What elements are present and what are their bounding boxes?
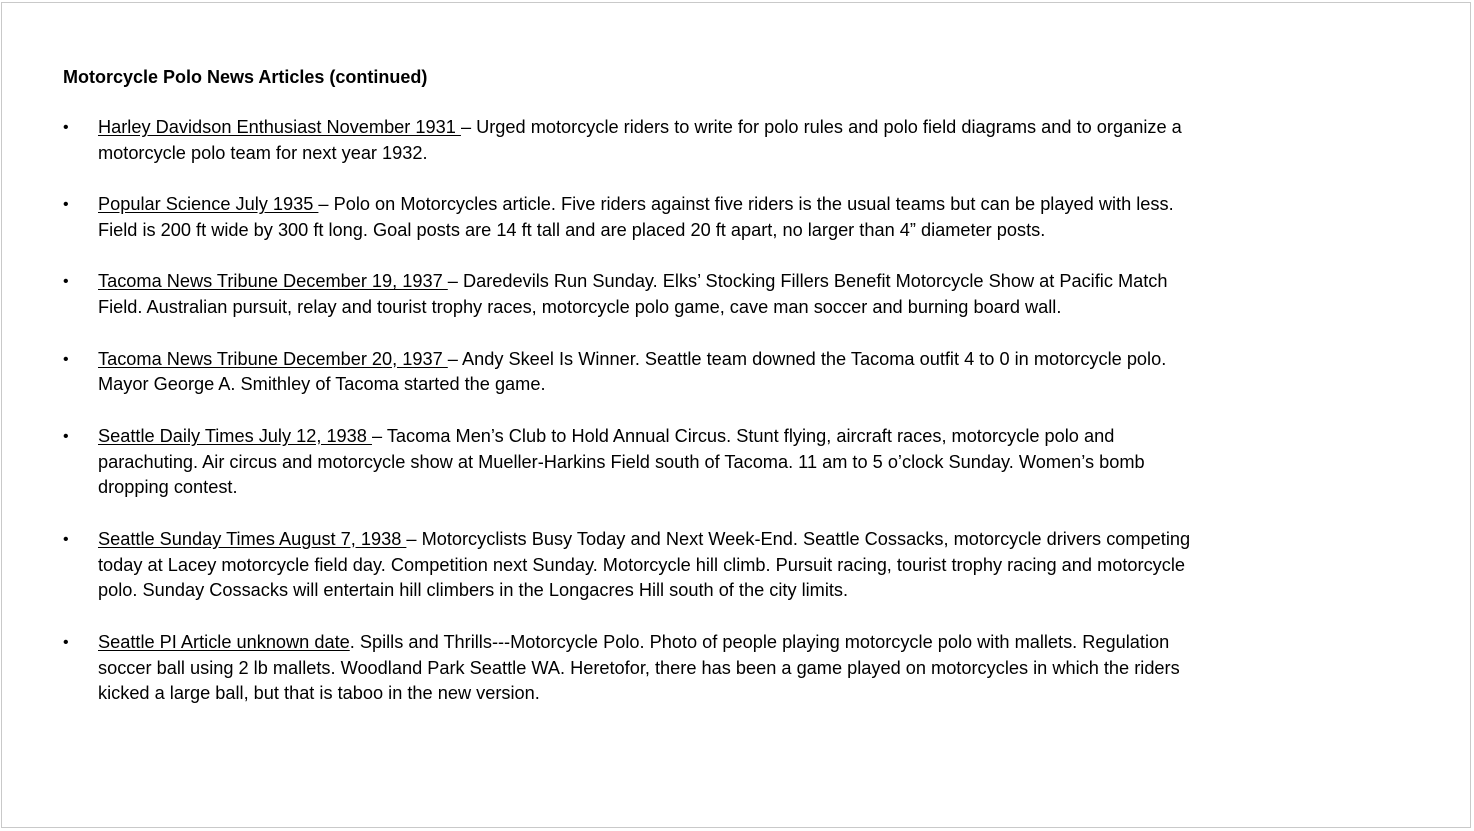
article-separator: – xyxy=(460,117,477,137)
article-summary: Spills and Thrills---Motorcycle Polo. Photo of people playing motorcycle polo with mallets. Regulation soccer ball using 2 lb mallets. Woodland Park Seattle WA. Heretofor, there has been a game played on motorcycles in which the riders kicked a large ball, but that is taboo in the new version. xyxy=(98,631,1180,704)
article-separator: – xyxy=(447,271,463,292)
article-list xyxy=(63,115,1213,733)
bullet-icon: • xyxy=(63,350,69,368)
article-source: Harley Davidson Enthusiast November 1931 xyxy=(98,117,461,137)
page-title: Motorcycle Polo News Articles (continued) xyxy=(63,67,428,87)
article-separator: . xyxy=(349,631,360,652)
article-source: Seattle Daily Times July 12, 1938 xyxy=(98,425,372,446)
article-summary: Tacoma Men’s Club to Hold Annual Circus. Stunt flying, aircraft races, motorcycle polo and parachuting. Air circus and motorcycle show at Mueller-Harkins Field south of Tacoma. 11 am to 5 o’clock Sunday. Women’s bomb dropping contest. xyxy=(98,425,1145,498)
article-summary: Polo on Motorcycles article. Five riders against five riders is the usual teams but can be played with less. Field is 200 ft wide by 300 ft long. Goal posts are 14 ft tall and are placed 20 ft apart, no larger than 4” diameter posts. xyxy=(98,194,1174,240)
article-source: Popular Science July 1935 xyxy=(98,194,319,215)
article-separator: – xyxy=(447,348,462,369)
article-source: Seattle Sunday Times August 7, 1938 xyxy=(98,528,407,549)
bullet-icon: • xyxy=(63,530,69,548)
list-item xyxy=(63,269,1213,321)
bullet-icon: • xyxy=(63,633,69,651)
article-source-link[interactable]: Seattle PI Article unknown date xyxy=(98,631,350,652)
list-item xyxy=(63,630,1213,707)
bullet-icon: • xyxy=(63,196,69,214)
article-source: Tacoma News Tribune December 20, 1937 xyxy=(98,348,448,369)
list-item xyxy=(63,192,1213,244)
article-separator: – xyxy=(318,194,334,215)
article-separator: – xyxy=(406,528,422,549)
article-summary: Daredevils Run Sunday. Elks’ Stocking Fillers Benefit Motorcycle Show at Pacific Match Field. Australian pursuit, relay and tourist trophy races, motorcycle polo game, cave man soccer and burning board wall. xyxy=(98,271,1168,318)
bullet-icon: • xyxy=(63,427,69,445)
document-page xyxy=(1,2,1471,828)
article-summary: Andy Skeel Is Winner. Seattle team downed the Tacoma outfit 4 to 0 in motorcycle polo. Mayor George A. Smithley of Tacoma started the game. xyxy=(98,348,1167,395)
list-item xyxy=(63,115,1213,167)
list-item xyxy=(63,347,1213,399)
article-source: Tacoma News Tribune December 19, 1937 xyxy=(98,271,448,292)
bullet-icon: • xyxy=(63,119,69,136)
article-separator: – xyxy=(371,425,387,446)
article-summary: Urged motorcycle riders to write for polo rules and polo field diagrams and to organize a motorcycle polo team for next year 1932. xyxy=(98,117,1182,163)
article-summary: Motorcyclists Busy Today and Next Week-End. Seattle Cossacks, motorcycle drivers competing today at Lacey motorcycle field day. Competition next Sunday. Motorcycle hill climb. Pursuit racing, tourist trophy racing and motorcycle polo. Sunday Cossacks will entertain hill climbers in the Longacres Hill south of the city limits. xyxy=(98,528,1191,601)
list-item xyxy=(63,424,1213,501)
list-item xyxy=(63,527,1213,604)
bullet-icon: • xyxy=(63,273,69,291)
